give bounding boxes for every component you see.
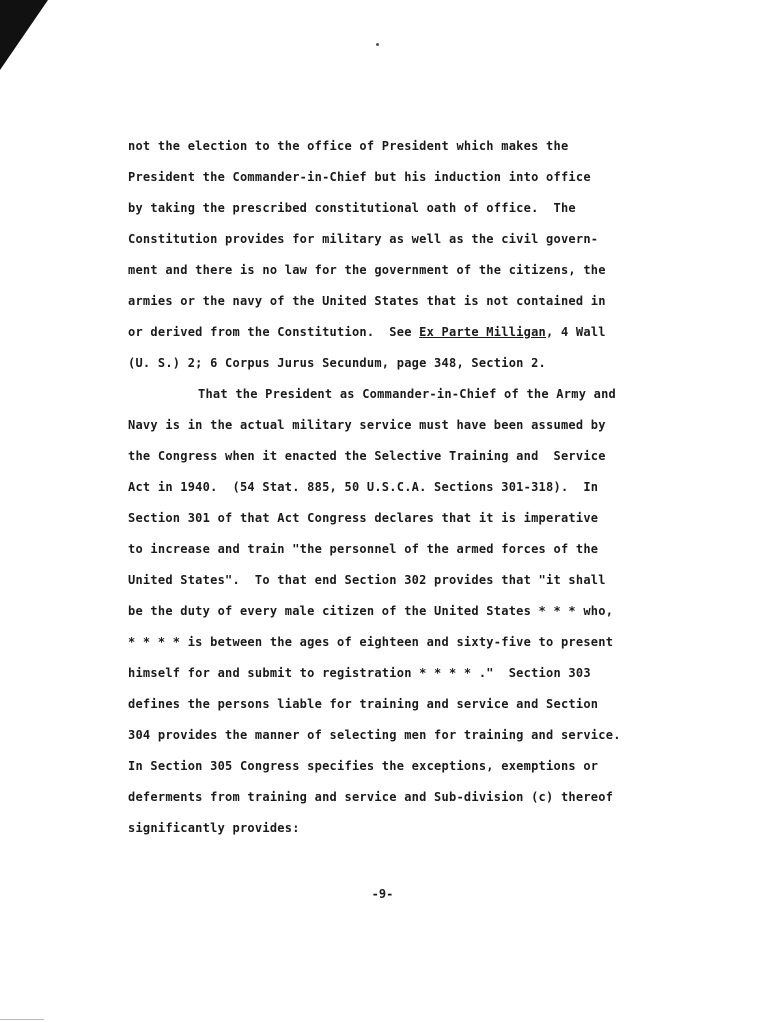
text-line: ment and there is no law for the government of the citizens, the (128, 263, 606, 277)
text-line-with-citation (128, 317, 648, 348)
text-line: (U. S.) 2; 6 Corpus Jurus Secundum, page 348, Section 2. (128, 356, 547, 370)
text-line: be the duty of every male citizen of the United States * * * who, (128, 604, 614, 618)
text-line: to increase and train "the personnel of the armed forces of the (128, 542, 599, 556)
body-text (128, 131, 648, 844)
text-segment: , 4 Wall (546, 325, 606, 339)
text-segment: or derived from the Constitution. See (128, 325, 420, 339)
scan-edge-line (0, 1019, 44, 1020)
page-number: -9- (371, 887, 394, 901)
corner-mark (0, 0, 48, 70)
text-line: 304 provides the manner of selecting men for training and service. (128, 728, 621, 742)
text-line: Act in 1940. (54 Stat. 885, 50 U.S.C.A. Sections 301-318). In (128, 480, 599, 494)
text-line: Constitution provides for military as well as the civil govern- (128, 232, 599, 246)
text-line: President the Commander-in-Chief but his induction into office (128, 170, 591, 184)
text-line: the Congress when it enacted the Selective Training and Service (128, 449, 606, 463)
paragraph-start-line: That the President as Commander-in-Chief of the Army and (198, 387, 617, 401)
text-line: United States". To that end Section 302 provides that "it shall (128, 573, 606, 587)
text-line: Navy is in the actual military service must have been assumed by (128, 418, 606, 432)
text-line: by taking the prescribed constitutional oath of office. The (128, 201, 576, 215)
text-line: defines the persons liable for training and service and Section (128, 697, 599, 711)
text-line: In Section 305 Congress specifies the exceptions, exemptions or (128, 759, 599, 773)
text-line: * * * * is between the ages of eighteen and sixty-five to present (128, 635, 614, 649)
text-line: armies or the navy of the United States that is not contained in (128, 294, 606, 308)
text-line: himself for and submit to registration * * * * ." Section 303 (128, 666, 591, 680)
paper-speck (376, 43, 379, 46)
text-line: Section 301 of that Act Congress declares that it is imperative (128, 511, 599, 525)
text-line: significantly provides: (128, 821, 300, 835)
text-line: deferments from training and service and Sub-division (c) thereof (128, 790, 614, 804)
case-citation: Ex Parte Milligan (419, 325, 547, 339)
text-line: not the election to the office of President which makes the (128, 139, 569, 153)
